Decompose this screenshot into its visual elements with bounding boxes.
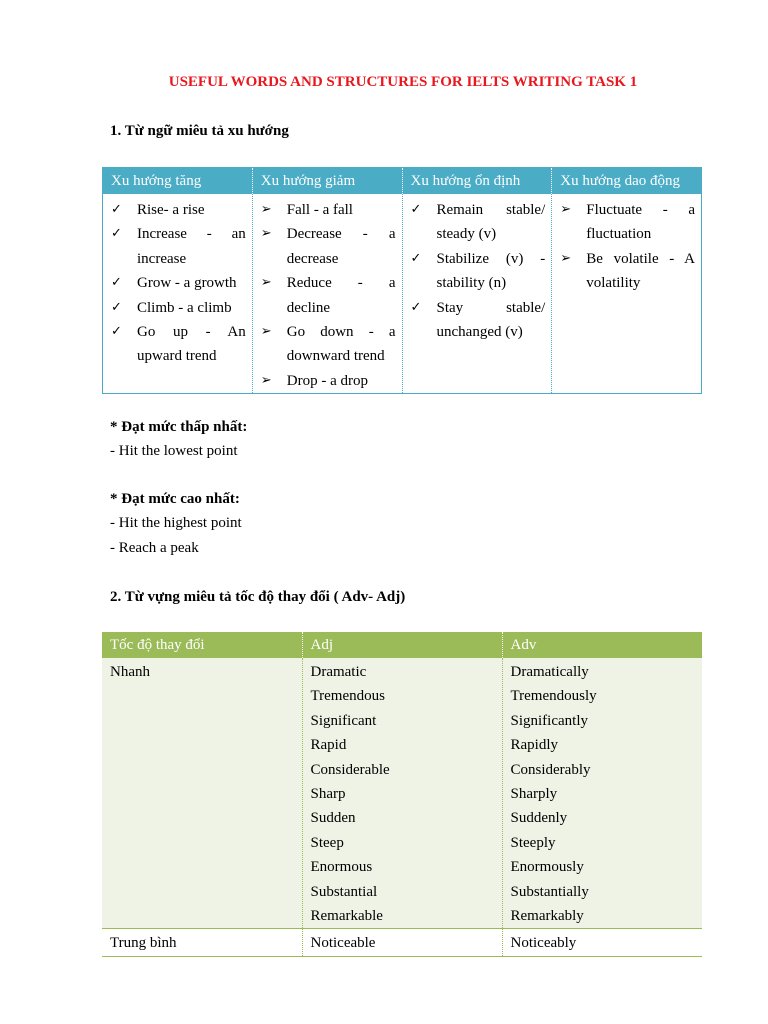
speed-fast-adv-list	[502, 658, 702, 929]
highest-line-1: - Hit the highest point	[110, 515, 242, 531]
word-item: Dramatic	[310, 664, 367, 680]
word-item: Significant	[310, 712, 377, 729]
list-item	[107, 198, 246, 222]
list-item-text: Rise- a rise	[137, 202, 205, 218]
list-item-text: Fall - a fall	[286, 202, 353, 218]
word-item: Sudden	[310, 810, 356, 827]
list-item-text: Fluctuate - a fluctuation	[586, 202, 695, 243]
word-item: Substantially	[510, 883, 589, 900]
word-item: Remarkable	[310, 908, 383, 925]
list-item-text: Climb - a climb	[137, 299, 232, 316]
word-item: Rapidly	[510, 737, 558, 754]
word-item: Sharply	[510, 786, 558, 803]
arrow-bullet-icon: ➢	[260, 372, 272, 388]
arrow-bullet-icon: ➢	[260, 202, 272, 217]
list-item	[257, 198, 396, 222]
word-item: Steep	[310, 834, 344, 851]
highest-heading: * Đạt mức cao nhất:	[110, 491, 240, 507]
document-title: USEFUL WORDS AND STRUCTURES FOR IELTS WRITING TASK 1	[168, 74, 638, 90]
word-item: Noticeable	[310, 935, 376, 952]
table-row	[102, 658, 702, 929]
word-item: Considerable	[310, 761, 390, 778]
word-item: Dramatically	[510, 664, 589, 680]
list-item	[407, 198, 546, 247]
word-item: Rapid	[310, 737, 347, 754]
list-item-text: Reduce - a decline	[286, 275, 396, 316]
word-item: Enormously	[510, 859, 584, 876]
section2-heading: 2. Từ vựng miêu tả tốc độ thay đổi ( Adv- Adj)	[110, 589, 406, 605]
speed-header-rate: Tốc độ thay đổi	[102, 632, 302, 658]
speed-medium-adv-list	[502, 929, 702, 956]
word-item: Steeply	[510, 834, 556, 851]
highest-line-2: - Reach a peak	[110, 540, 199, 556]
list-item	[407, 247, 546, 296]
word-item: Considerably	[510, 761, 591, 778]
trend-header-stable: Xu hướng ổn định	[402, 168, 552, 195]
word-item: Tremendously	[510, 688, 597, 705]
trend-table	[102, 167, 702, 394]
checkmark-icon: ✓	[111, 299, 122, 315]
section1-heading: 1. Từ ngữ miêu tả xu hướng	[110, 123, 289, 139]
checkmark-icon: ✓	[111, 324, 122, 340]
list-item-text: Grow - a growth	[137, 275, 237, 292]
list-item	[257, 320, 396, 369]
list-item-text: Drop - a drop	[286, 372, 368, 389]
speed-medium-adj-list	[302, 929, 502, 956]
checkmark-icon: ✓	[111, 226, 122, 242]
list-item	[107, 296, 246, 320]
arrow-bullet-icon: ➢	[260, 275, 272, 291]
list-item	[407, 296, 546, 345]
trend-header-fluctuate: Xu hướng dao động	[552, 168, 702, 195]
word-item: Substantial	[310, 883, 378, 900]
trend-cell-decrease	[252, 194, 402, 394]
table-row	[102, 929, 702, 956]
arrow-bullet-icon: ➢	[260, 324, 272, 340]
checkmark-icon: ✓	[410, 299, 422, 315]
list-item-text: Increase - an increase	[137, 226, 246, 267]
list-item-text: Stay stable/ unchanged (v)	[436, 299, 546, 341]
checkmark-icon: ✓	[410, 202, 422, 217]
list-item	[257, 369, 396, 393]
speed-header-adj: Adj	[302, 632, 502, 658]
checkmark-icon: ✓	[111, 202, 122, 217]
word-item: Noticeably	[510, 935, 577, 952]
list-item-text: Go up - An upward trend	[137, 324, 246, 365]
word-item: Significantly	[510, 712, 588, 729]
trend-header-increase: Xu hướng tăng	[103, 168, 253, 195]
trend-header-decrease: Xu hướng giảm	[252, 168, 402, 195]
arrow-bullet-icon: ➢	[560, 250, 572, 266]
list-item	[107, 271, 246, 295]
list-item	[556, 247, 695, 296]
trend-cell-stable	[402, 194, 552, 394]
list-item-text: Decrease - a decrease	[286, 226, 396, 267]
word-item: Suddenly	[510, 810, 568, 827]
arrow-bullet-icon: ➢	[260, 226, 272, 242]
speed-table	[102, 632, 702, 957]
list-item	[257, 222, 396, 271]
word-item: Sharp	[310, 786, 346, 803]
speed-fast-adj-list	[302, 658, 502, 929]
trend-cell-increase	[103, 194, 253, 394]
word-item: Tremendous	[310, 688, 385, 705]
arrow-bullet-icon: ➢	[560, 202, 572, 217]
list-item-text: Be volatile - A volatility	[586, 250, 695, 292]
checkmark-icon: ✓	[111, 275, 122, 291]
speed-fast-label: Nhanh	[102, 658, 302, 929]
speed-header-adv: Adv	[502, 632, 702, 658]
list-item-text: Stabilize (v) - stability (n)	[436, 250, 546, 292]
word-item: Enormous	[310, 859, 373, 876]
lowest-line: - Hit the lowest point	[110, 443, 238, 459]
word-item: Remarkably	[510, 908, 584, 925]
list-item-text: Go down - a downward trend	[286, 324, 396, 365]
lowest-heading: * Đạt mức thấp nhất:	[110, 419, 248, 435]
trend-cell-fluctuate	[552, 194, 702, 394]
list-item-text: Remain stable/ steady (v)	[436, 202, 546, 243]
checkmark-icon: ✓	[410, 250, 422, 266]
list-item	[107, 222, 246, 271]
list-item	[556, 198, 695, 247]
list-item	[257, 271, 396, 320]
list-item	[107, 320, 246, 369]
speed-medium-label: Trung bình	[102, 929, 302, 956]
